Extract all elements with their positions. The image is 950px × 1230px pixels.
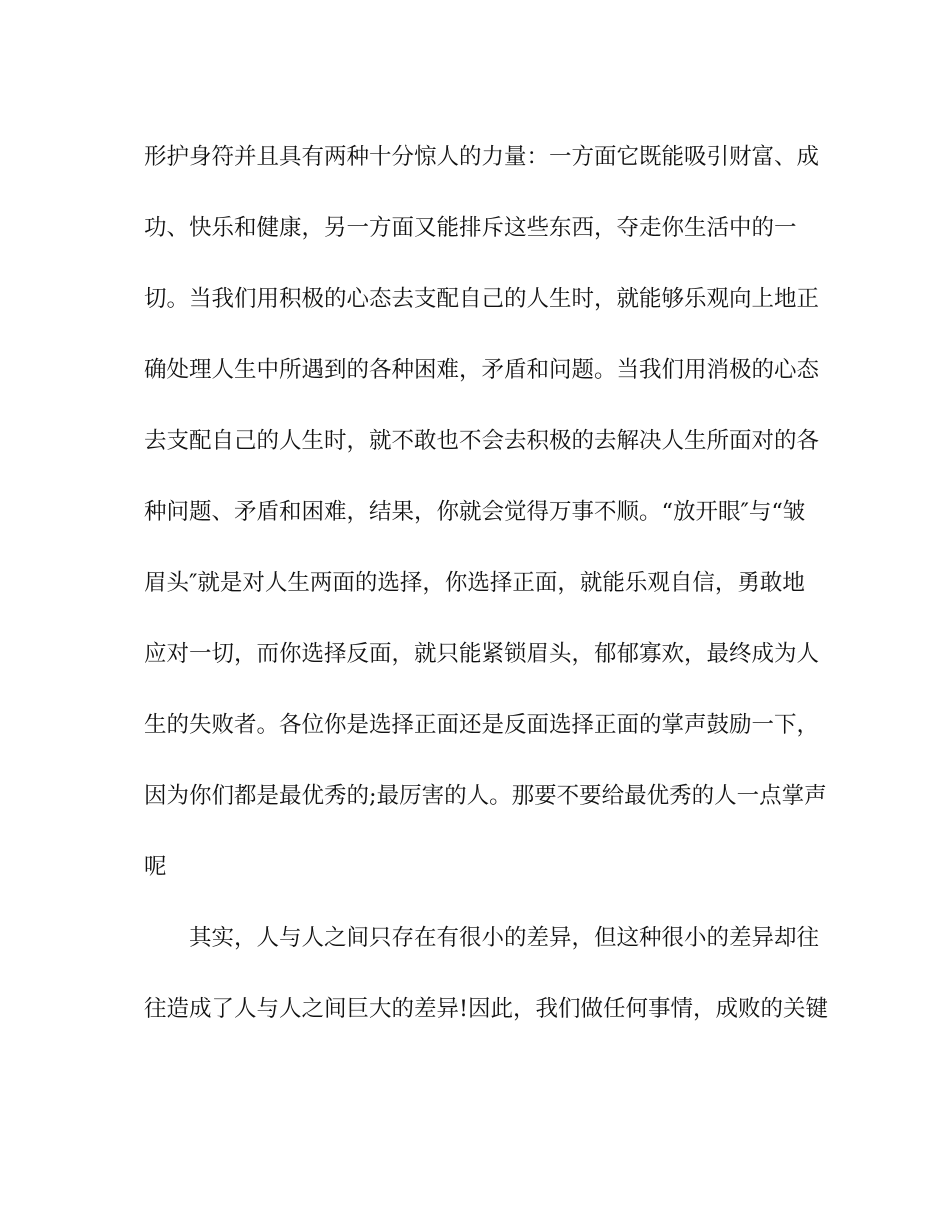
text-line: 切。当我们用积极的心态去支配自己的人生时，就能够乐观向上地正 [144,286,820,312]
text-line: 因为你们都是最优秀的;最厉害的人。那要不要给最优秀的人一点掌声 [144,783,827,809]
text-line: 去支配自己的人生时，就不敢也不会去积极的去解决人生所面对的各 [144,428,820,454]
text-line: 功、快乐和健康，另一方面又能排斥这些东西，夺走你生活中的一 [144,215,797,241]
text-line: 形护身符并且具有两种十分惊人的力量：一方面它既能吸引财富、成 [144,144,820,170]
text-line: 往造成了人与人之间巨大的差异!因此，我们做任何事情，成败的关键 [144,996,829,1022]
text-line: 确处理人生中所遇到的各种困难，矛盾和问题。当我们用消极的心态 [144,357,820,383]
text-line: 生的失败者。各位你是选择正面还是反面选择正面的掌声鼓励一下， [144,712,820,738]
paragraph-first-line: 其实，人与人之间只存在有很小的差异，但这种很小的差异却往 [189,925,820,951]
text-line: 呢 [144,854,167,880]
text-line: 种问题、矛盾和困难，结果，你就会觉得万事不顺。“放开眼″与“皱 [144,499,806,525]
text-line: 应对一切，而你选择反面，就只能紧锁眉头，郁郁寡欢，最终成为人 [144,641,820,667]
text-line: 眉头″就是对人生两面的选择，你选择正面，就能乐观自信，勇敢地 [144,570,805,596]
